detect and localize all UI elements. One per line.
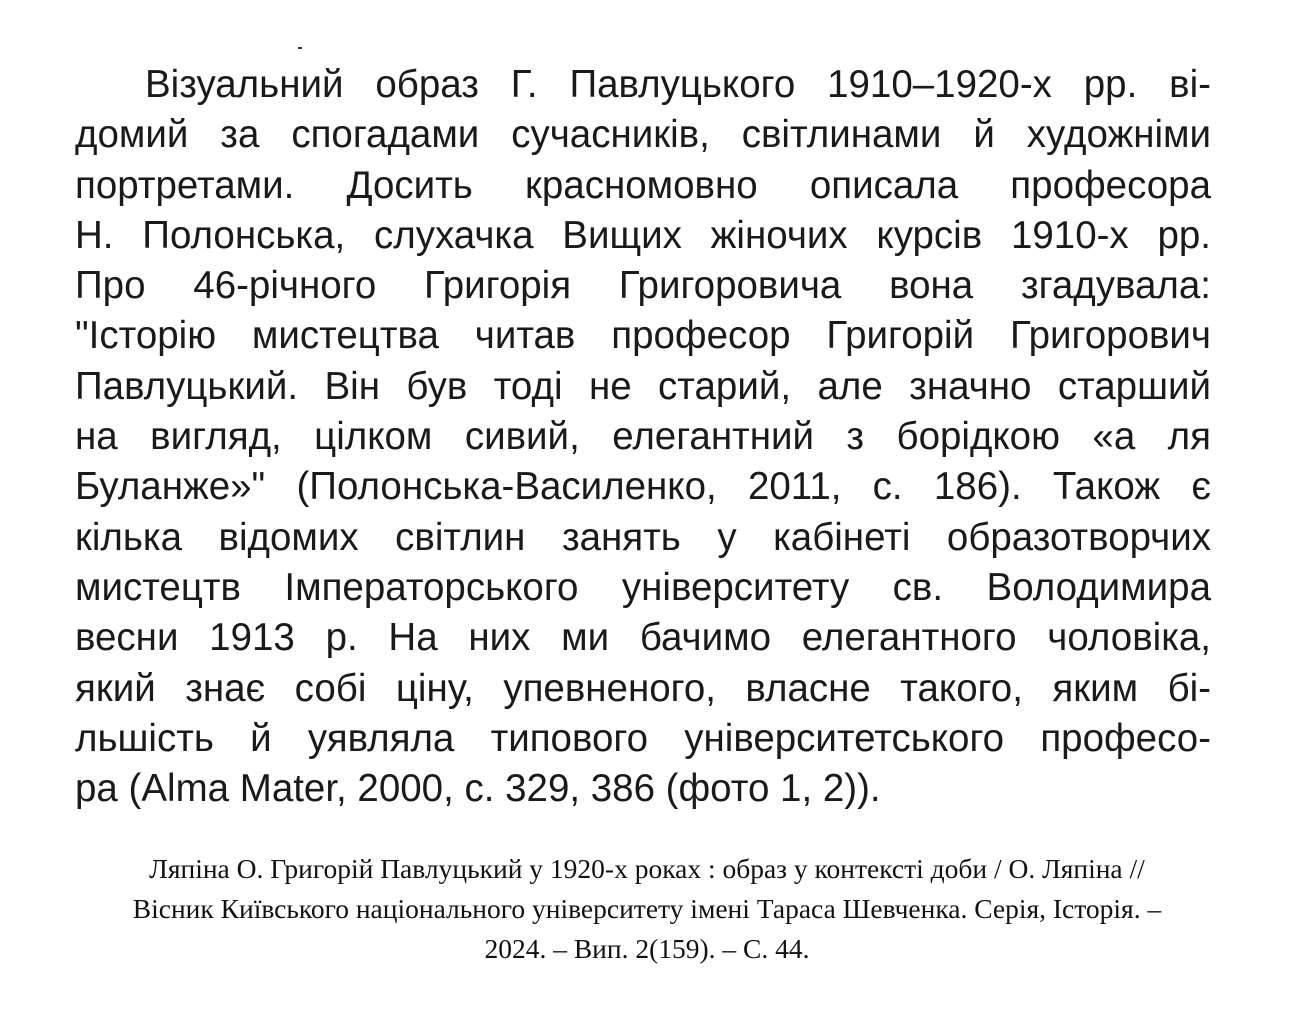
paragraph-line: кілька відомих світлин занять у кабінеті образотворчих (75, 515, 1211, 559)
paragraph-line: весни 1913 р. На них ми бачимо елегантного чоловіка, (75, 616, 1211, 660)
paragraph-line: Павлуцький. Він був тоді не старий, але значно старший (75, 364, 1211, 408)
citation (40, 849, 1254, 969)
paragraph-line: на вигляд, цілком сивий, елегантний з борідкою «а ля (75, 415, 1211, 459)
paragraph-line: льшість й уявляла типового університетського професо- (75, 716, 1211, 760)
main-paragraph (75, 60, 1211, 814)
paragraph-line: портретами. Досить красномовно описала професора (75, 163, 1211, 207)
paragraph-line: ра (Alma Mater, 2000, с. 329, 386 (фото 1, 2)). (75, 767, 881, 811)
citation-line: Ляпіна О. Григорій Павлуцький у 1920-х роках : образ у контексті доби / О. Ляпіна // (149, 853, 1145, 884)
paragraph-line: Буланже»" (Полонська-Василенко, 2011, с. 186). Також є (75, 465, 1211, 509)
paragraph-line: Візуальний образ Г. Павлуцького 1910–1920-х рр. ві- (145, 63, 1211, 106)
citation-line: Вісник Київського національного університету імені Тараса Шевченка. Серія, Історія. – (132, 893, 1162, 924)
citation-line: 2024. – Вип. 2(159). – С. 44. (484, 933, 810, 964)
paragraph-line: який знає собі ціну, упевненого, власне такого, яким бі- (75, 666, 1211, 710)
paragraph-line: Н. Полонська, слухачка Вищих жіночих курсів 1910-х рр. (75, 213, 1211, 257)
paragraph-line: мистецтв Імператорського університету св. Володимира (75, 565, 1211, 609)
paragraph-line: домий за спогадами сучасників, світлинами й художніми (75, 113, 1211, 157)
scan-speck (298, 47, 302, 49)
paragraph-line: "Історію мистецтва читав професор Григорій Григорович (75, 314, 1211, 358)
paragraph-line: Про 46-річного Григорія Григоровича вона згадувала: (75, 264, 1211, 308)
